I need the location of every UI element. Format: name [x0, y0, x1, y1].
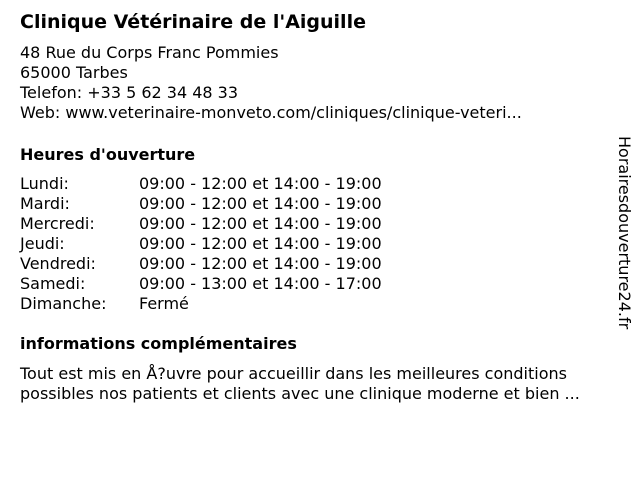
- time-value: 09:00 - 12:00 et 14:00 - 19:00: [139, 174, 382, 193]
- info-line: Tout est mis en Å?uvre pour accueillir dans les meilleures conditions: [20, 364, 567, 383]
- day-label: Samedi:: [20, 274, 86, 293]
- address-street: 48 Rue du Corps Franc Pommies: [20, 43, 279, 62]
- day-label: Jeudi:: [20, 234, 65, 253]
- website-link: Web: www.veterinaire-monveto.com/cliniques/clinique-veteri...: [20, 103, 522, 122]
- time-value: 09:00 - 12:00 et 14:00 - 19:00: [139, 194, 382, 213]
- time-value: Fermé: [139, 294, 189, 313]
- day-label: Mercredi:: [20, 214, 95, 233]
- day-label: Lundi:: [20, 174, 69, 193]
- time-value: 09:00 - 12:00 et 14:00 - 19:00: [139, 214, 382, 233]
- additional-info-heading: informations complémentaires: [20, 334, 297, 353]
- day-label: Vendredi:: [20, 254, 96, 273]
- time-value: 09:00 - 12:00 et 14:00 - 19:00: [139, 234, 382, 253]
- clinic-address-block: [20, 43, 522, 123]
- address-city: 65000 Tarbes: [20, 63, 128, 82]
- phone-number: Telefon: +33 5 62 34 48 33: [20, 83, 239, 102]
- day-label: Mardi:: [20, 194, 70, 213]
- clinic-name: Clinique Vétérinaire de l'Aiguille: [20, 11, 366, 33]
- day-label: Dimanche:: [20, 294, 107, 313]
- site-watermark: Horairesdouverture24.fr: [615, 136, 634, 330]
- info-line: possibles nos patients et clients avec une clinique moderne et bien ...: [20, 384, 580, 403]
- additional-info-text: [20, 364, 630, 404]
- time-value: 09:00 - 12:00 et 14:00 - 19:00: [139, 254, 382, 273]
- opening-hours-heading: Heures d'ouverture: [20, 145, 196, 164]
- time-value: 09:00 - 13:00 et 14:00 - 17:00: [139, 274, 382, 293]
